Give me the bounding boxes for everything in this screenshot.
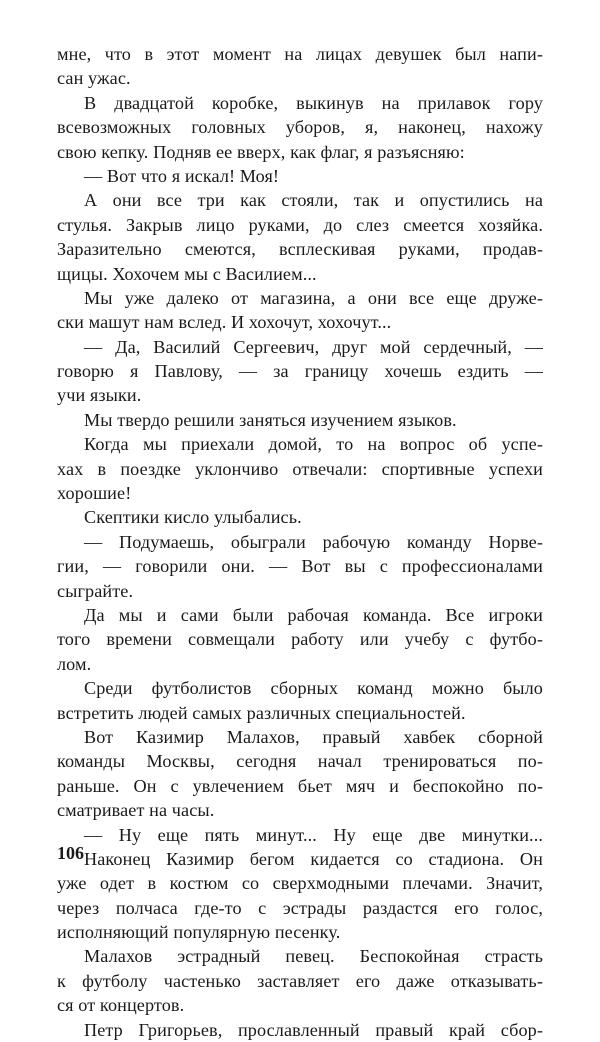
text-line: — Подумаешь, обыграли рабочую команду Норве-: [84, 531, 543, 552]
text-line: — Да, Василий Сергеевич, друг мой сердечный, —: [84, 336, 543, 357]
text-line: Заразительно смеются, всплескивая руками, продав-: [57, 239, 543, 260]
text-line: Среди футболистов сборных команд можно было: [84, 678, 543, 699]
text-line: всевозможных головных уборов, я, наконец, нахожу: [57, 117, 543, 138]
text-line: мне, что в этот момент на лицах девушек был напи-: [57, 44, 543, 64]
text-line: Мы твердо решили заняться изучением языков.: [84, 409, 457, 430]
text-line: Вот Казимир Малахов, правый хавбек сборной: [84, 726, 543, 747]
text-line: — Вот что я искал! Моя!: [84, 165, 280, 186]
text-line: хорошие!: [57, 483, 132, 504]
text-line: учи языки.: [57, 385, 142, 406]
text-line: встретить людей самых различных специальностей.: [57, 702, 466, 723]
page-number: 106: [57, 843, 84, 863]
text-line: Мы уже далеко от магазина, а они все еще друже-: [84, 287, 543, 308]
text-line: лом.: [57, 653, 92, 674]
text-line: гии, — говорили они. — Вот вы с профессионалами: [57, 556, 543, 577]
text-line: уже одет в костюм со сверхмодными плечами. Значит,: [57, 873, 543, 894]
text-line: Когда мы приехали домой, то на вопрос об успе-: [84, 434, 543, 455]
text-line: команды Москвы, сегодня начал тренироваться по-: [57, 751, 543, 772]
text-line: раньше. Он с увлечением бьет мяч и беспокойно по-: [57, 775, 543, 796]
text-line: к футболу частенько заставляет его даже отказывать-: [57, 970, 543, 991]
text-line: свою кепку. Подняв ее вверх, как флаг, я разъясняю:: [57, 141, 465, 162]
text-line: Да мы и сами были рабочая команда. Все игроки: [84, 604, 543, 625]
text-line: хах в поездке уклончиво отвечали: спортивные успехи: [57, 458, 543, 479]
text-line: исполняющий популярную песенку.: [57, 922, 341, 943]
text-line: А они все три как стояли, так и опустились на: [84, 190, 543, 211]
text-line: Петр Григорьев, прославленный правый край сбор-: [84, 1019, 543, 1040]
text-line: того времени совмещали работу или учебу с футбо-: [57, 629, 543, 650]
text-line: В двадцатой коробке, выкинув на прилавок гору: [84, 92, 543, 113]
text-line: ски машут нам вслед. И хохочут, хохочут...: [57, 312, 392, 333]
text-line: сан ужас.: [57, 68, 131, 89]
text-line: сыграйте.: [57, 580, 134, 601]
text-line: стулья. Закрыв лицо руками, до слез смеется хозяйка.: [57, 214, 543, 235]
text-line: говорю я Павлову, — за границу хочешь ездить —: [57, 361, 543, 382]
text-line: Наконец Казимир бегом кидается со стадиона. Он: [84, 848, 543, 869]
text-line: Малахов эстрадный певец. Беспокойная страсть: [84, 946, 543, 967]
text-line: Скептики кисло улыбались.: [84, 507, 302, 528]
text-line: через полчаса где-то с эстрады раздастся его голос,: [57, 897, 543, 918]
text-line: — Ну еще пять минут... Ну еще две минутки...: [84, 824, 543, 845]
text-line: ся от концертов.: [57, 995, 185, 1016]
text-line: щицы. Хохочем мы с Василием...: [57, 263, 317, 284]
text-line: сматривает на часы.: [57, 800, 215, 821]
body-text: [57, 42, 543, 1042]
